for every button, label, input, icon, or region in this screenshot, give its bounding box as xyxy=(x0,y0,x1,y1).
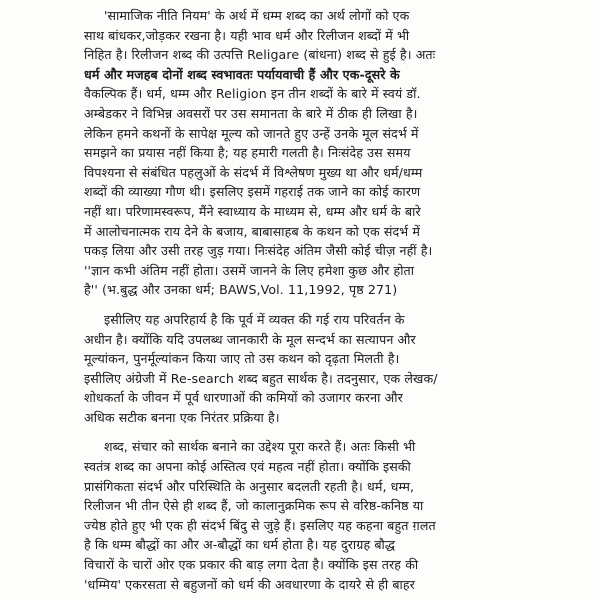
text-line: वैकल्पिक हैं। धर्म, धम्म और Religion इन तीन शब्दों के बारे में स्वयं डॉ. xyxy=(84,86,421,102)
text-line: 'सामाजिक नीति नियम' के अर्थ में धम्म शब्द का अर्थ लोगों को एक xyxy=(104,8,410,23)
text-line: इसीलिए यह अपरिहार्य है कि पूर्व में व्यक्त की गई राय परिवर्तन के xyxy=(104,311,405,327)
text-line: ज्येष्ठ होते हुए भी एक ही संदर्भ बिंदु से जुड़े हैं। इसलिए यह कहना बहुत ग़लत xyxy=(84,517,436,533)
text-line: शब्दों की व्याख्या गौण थी। इसलिए इसमें गहराई तक जाने का कोई कारण xyxy=(84,184,421,200)
paragraph-2 xyxy=(84,310,472,428)
paragraph-1 xyxy=(84,6,472,300)
text-line: विचारों के चारों ओर एक प्रकार की बाड़ लगा देता है। क्योंकि इस तरह की xyxy=(84,557,419,573)
text-line: पकड़ लिया और उसी तरह जुड़ गया। निःसंदेह अंतिम जैसी कोई चीज़ नहीं है। xyxy=(84,243,433,259)
text-line: प्रासंगिकता संदर्भ और परिस्थिति के अनुसार बदलती रहती है। धर्म, धम्म, xyxy=(84,478,415,494)
quote-line: ''ज्ञान कभी अंतिम नहीं होता। उसमें जानने के लिए हमेशा कुछ और होता xyxy=(84,262,415,278)
text-line: अधिक सटीक बनना एक निरंतर प्रक्रिया है। xyxy=(84,409,280,425)
text-line: समझने का प्रयास नहीं किया है; यह हमारी गलती है। निःसंदेह उस समय xyxy=(84,145,411,161)
text-line: मूल्यांकन, पुनर्मूल्यांकन किया जाए तो उस कथन को दृढ़ता मिलती है। xyxy=(84,351,400,367)
text-line: अधीन है। क्योंकि यदि उपलब्ध जानकारी के मूल सन्दर्भ का सत्यापन और xyxy=(84,331,416,347)
text-line: निहित है। रिलीजन शब्द की उत्पत्ति Religare (बांधना) शब्द से हुई है। अतः xyxy=(84,47,436,63)
text-line: 'धम्मिय' एकरसता से बहुजनों को धर्म की अवधारणा के दायरे से ही बाहर xyxy=(84,576,415,592)
citation-line: है'' (भ.बुद्ध और उनका धर्म; BAWS,Vol. 11,1992, पृष्ठ 271) xyxy=(84,282,398,298)
text-line: लेकिन हमने कथनों के सापेक्ष मूल्य को जानते हुए उन्हें उनके मूल संदर्भ में xyxy=(84,125,419,141)
text-line: साथ बांधकर,जोड़कर रखना है। यही भाव धर्म और रिलीजन शब्दों में भी xyxy=(84,27,410,43)
text-line: विपश्यना से संबंधित पहलुओं के संदर्भ में विश्लेषण मुख्य था और धर्म/धम्म xyxy=(84,164,423,180)
text-line-emphasis: धर्म और मजहब दोनों शब्द स्वभावतः पर्यायवाची हैं और एक-दूसरे के xyxy=(84,66,400,82)
text-line: इसीलिए अंग्रेजी में Re-search शब्द बहुत सार्थक है। तदनुसार, एक लेखक/ xyxy=(84,370,438,386)
text-line: रिलीजन भी तीन ऐसे ही शब्द हैं, जो कालानुक्रमिक रूप से वरिष्ठ-कनिष्ठ या xyxy=(84,498,424,514)
text-line: स्वतंत्र शब्द का अपना कोई अस्तित्व एवं महत्व नहीं होता। क्योंकि इसकी xyxy=(84,459,411,475)
paragraph-3 xyxy=(84,437,472,594)
text-line: है कि धम्म बौद्धों का और अ-बौद्धों का धर्म होता है। यह दुराग्रह बौद्ध xyxy=(84,537,396,553)
text-line: अम्बेडकर ने विभिन्न अवसरों पर उस समानता के बारे में ठीक ही लिखा है। xyxy=(84,105,418,121)
body-text xyxy=(84,6,472,600)
text-line: शोधकर्ता के जीवन में पूर्व धारणाओं की कमियों को उजागर करना और xyxy=(84,390,403,406)
text-line: शब्द, संचार को सार्थक बनाने का उद्देश्य पूरा करते हैं। अतः किसी भी xyxy=(104,439,416,455)
text-line: में आलोचनात्मक राय देने के बजाय, बाबासाहब के कथन को एक संदर्भ में xyxy=(84,223,420,239)
text-line: नहीं था। परिणामस्वरूप, मैंने स्वाध्याय के माध्यम से, धम्म और धर्म के बारे xyxy=(84,203,421,219)
